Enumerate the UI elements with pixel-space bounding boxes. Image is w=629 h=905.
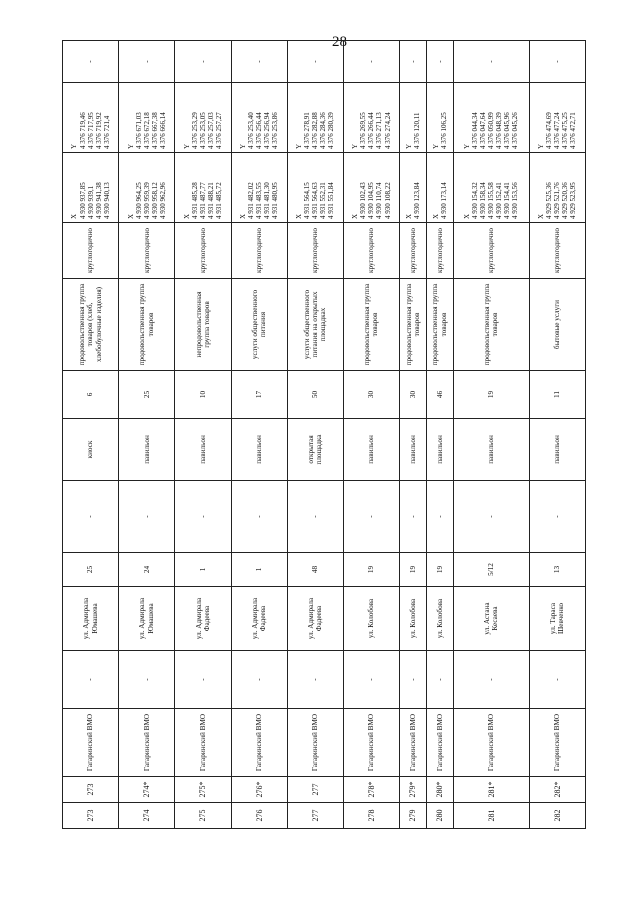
row-y-coordinates: Y 4 376 044,34 4 376 047,64 4 376 050,99 4 376 048,39 4 376 045,96 4 376 045,26 (453, 83, 529, 153)
row-address: ул. Адмирала Юмашева (119, 587, 175, 651)
row-col7: - (287, 481, 343, 553)
row-y-coordinates: Y 4 376 269,55 4 376 266,44 4 376 271,13 4 376 274,24 (343, 83, 399, 153)
row-col14: - (529, 41, 585, 83)
row-col14: - (119, 41, 175, 83)
table-row (175, 41, 231, 829)
row-district: Гагаринский ВМО (453, 709, 529, 777)
row-period: круглогодично (231, 223, 287, 279)
row-col7: - (529, 481, 585, 553)
row-period: круглогодично (343, 223, 399, 279)
row-house: 1 (231, 553, 287, 587)
row-specialization: непродовольственная группа товаров (175, 279, 231, 371)
row-x-coordinates: X 4 930 123,84 (400, 153, 427, 223)
row-specialization: продовольственная группа товаров (426, 279, 453, 371)
row-col7: - (453, 481, 529, 553)
row-house: 13 (529, 553, 585, 587)
row-col4: - (529, 651, 585, 709)
row-specialization: продовольственная группа товаров (343, 279, 399, 371)
row-seq: 276 (231, 803, 287, 829)
row-house: 48 (287, 553, 343, 587)
row-x-coordinates: X 4 929 525,36 4 929 521,76 4 929 520,36 4 929 523,95 (529, 153, 585, 223)
row-address: ул. Адмирала Юмашева (63, 587, 119, 651)
row-address: ул. Адмирала Фадеева (287, 587, 343, 651)
row-period: круглогодично (175, 223, 231, 279)
row-area: 17 (231, 371, 287, 419)
table-row (287, 41, 343, 829)
row-col14: - (343, 41, 399, 83)
row-registry-number: 282* (529, 777, 585, 803)
row-col14: - (231, 41, 287, 83)
row-object-type: павильон (400, 419, 427, 481)
row-col7: - (400, 481, 427, 553)
row-period: круглогодично (400, 223, 427, 279)
row-house: 24 (119, 553, 175, 587)
row-specialization: продовольственная группа товаров (хлеб, хлебобулочные изделия) (63, 279, 119, 371)
row-y-coordinates: Y 4 376 253,29 4 376 253,05 4 376 257,03 4 376 257,27 (175, 83, 231, 153)
row-period: круглогодично (287, 223, 343, 279)
row-district: Гагаринский ВМО (287, 709, 343, 777)
row-col7: - (119, 481, 175, 553)
row-registry-number: 276* (231, 777, 287, 803)
table-row (426, 41, 453, 829)
row-registry-number: 274* (119, 777, 175, 803)
row-col4: - (63, 651, 119, 709)
row-area: 25 (119, 371, 175, 419)
row-y-coordinates: Y 4 376 106,25 (426, 83, 453, 153)
row-x-coordinates: X 4 930 173,14 (426, 153, 453, 223)
row-period: круглогодично (119, 223, 175, 279)
row-address: ул. Колобова (426, 587, 453, 651)
table-row (529, 41, 585, 829)
row-y-coordinates: Y 4 376 474,69 4 376 477,24 4 376 475,25 4 376 472,71 (529, 83, 585, 153)
row-address: ул. Тараса Шевченко (529, 587, 585, 651)
row-col14: - (175, 41, 231, 83)
row-col4: - (400, 651, 427, 709)
row-object-type: открытая площадка (287, 419, 343, 481)
table-row (453, 41, 529, 829)
table-row (231, 41, 287, 829)
row-y-coordinates: Y 4 376 278,91 4 376 282,88 4 376 284,36 4 376 280,39 (287, 83, 343, 153)
row-district: Гагаринский ВМО (343, 709, 399, 777)
row-area: 30 (400, 371, 427, 419)
row-specialization: услуги общественного питания на открытых площадках (287, 279, 343, 371)
row-address: ул. Колобова (343, 587, 399, 651)
row-col7: - (63, 481, 119, 553)
row-seq: 275 (175, 803, 231, 829)
row-registry-number: 278* (343, 777, 399, 803)
row-area: 11 (529, 371, 585, 419)
row-col4: - (119, 651, 175, 709)
row-registry-number: 281* (453, 777, 529, 803)
row-seq: 282 (529, 803, 585, 829)
row-address: ул. Адмирала Фадеева (175, 587, 231, 651)
row-district: Гагаринский ВМО (63, 709, 119, 777)
row-specialization: продовольственная группа товаров (453, 279, 529, 371)
row-object-type: павильон (453, 419, 529, 481)
row-house: 5/12 (453, 553, 529, 587)
row-seq: 279 (400, 803, 427, 829)
row-period: круглогодично (453, 223, 529, 279)
row-area: 19 (453, 371, 529, 419)
row-district: Гагаринский ВМО (529, 709, 585, 777)
row-registry-number: 277 (287, 777, 343, 803)
row-object-type: павильон (175, 419, 231, 481)
row-col4: - (453, 651, 529, 709)
row-house: 19 (426, 553, 453, 587)
row-specialization: продовольственная группа товаров (119, 279, 175, 371)
row-period: круглогодично (63, 223, 119, 279)
row-area: 46 (426, 371, 453, 419)
row-address: ул. Колобова (400, 587, 427, 651)
row-seq: 274 (119, 803, 175, 829)
row-x-coordinates: X 4 930 102,43 4 930 104,95 4 930 110,74 4 930 108,22 (343, 153, 399, 223)
row-x-coordinates: X 4 930 154,32 4 930 158,34 4 930 155,58 4 930 152,41 4 930 154,41 4 930 153,56 (453, 153, 529, 223)
row-district: Гагаринский ВМО (175, 709, 231, 777)
row-x-coordinates: X 4 931 564,15 4 931 564,63 4 931 552,31 4 931 551,84 (287, 153, 343, 223)
row-x-coordinates: X 4 930 964,25 4 930 959,39 4 930 958,12 4 930 962,96 (119, 153, 175, 223)
table-row (119, 41, 175, 829)
row-period: круглогодично (426, 223, 453, 279)
row-registry-number: 280* (426, 777, 453, 803)
row-col4: - (426, 651, 453, 709)
row-address: ул. Астана Кесаева (453, 587, 529, 651)
row-period: круглогодично (529, 223, 585, 279)
row-seq: 280 (426, 803, 453, 829)
row-object-type: павильон (231, 419, 287, 481)
row-district: Гагаринский ВМО (426, 709, 453, 777)
row-col14: - (400, 41, 427, 83)
row-x-coordinates: X 4 931 485,28 4 931 487,77 4 931 488,21 4 931 485,72 (175, 153, 231, 223)
row-specialization: услуги общественного питания (231, 279, 287, 371)
table-row (63, 41, 119, 829)
row-area: 10 (175, 371, 231, 419)
row-x-coordinates: X 4 931 482,02 4 931 483,55 4 931 481,30 4 931 480,95 (231, 153, 287, 223)
row-specialization: продовольственная группа товаров (400, 279, 427, 371)
row-house: 1 (175, 553, 231, 587)
row-object-type: павильон (529, 419, 585, 481)
row-col14: - (453, 41, 529, 83)
row-district: Гагаринский ВМО (119, 709, 175, 777)
row-y-coordinates: Y 4 376 671,03 4 376 672,18 4 376 667,38 4 376 666,14 (119, 83, 175, 153)
row-col4: - (231, 651, 287, 709)
row-y-coordinates: Y 4 376 120,11 (400, 83, 427, 153)
page-number: 28 (332, 34, 347, 50)
row-col14: - (63, 41, 119, 83)
row-specialization: бытовые услуги (529, 279, 585, 371)
row-object-type: киоск (63, 419, 119, 481)
row-col4: - (287, 651, 343, 709)
row-object-type: павильон (426, 419, 453, 481)
row-address: ул. Адмирала Фадеева (231, 587, 287, 651)
row-col7: - (426, 481, 453, 553)
rotated-table (62, 40, 586, 829)
row-area: 6 (63, 371, 119, 419)
row-area: 50 (287, 371, 343, 419)
row-registry-number: 279* (400, 777, 427, 803)
row-area: 30 (343, 371, 399, 419)
row-object-type: павильон (119, 419, 175, 481)
row-col4: - (175, 651, 231, 709)
row-col7: - (343, 481, 399, 553)
row-seq: 273 (63, 803, 119, 829)
row-district: Гагаринский ВМО (400, 709, 427, 777)
table-row (343, 41, 399, 829)
table-row (400, 41, 427, 829)
row-house: 19 (400, 553, 427, 587)
row-seq: 281 (453, 803, 529, 829)
row-house: 19 (343, 553, 399, 587)
row-seq: 277 (287, 803, 343, 829)
row-col7: - (231, 481, 287, 553)
row-col14: - (287, 41, 343, 83)
row-x-coordinates: X 4 930 937,85 4 930 939,1 4 930 941,38 4 930 940,13 (63, 153, 119, 223)
row-district: Гагаринский ВМО (231, 709, 287, 777)
row-col7: - (175, 481, 231, 553)
row-col4: - (343, 651, 399, 709)
row-registry-number: 275* (175, 777, 231, 803)
row-house: 25 (63, 553, 119, 587)
row-col14: - (426, 41, 453, 83)
row-y-coordinates: Y 4 376 253,40 4 376 256,44 4 376 256,94 4 376 253,86 (231, 83, 287, 153)
row-seq: 278 (343, 803, 399, 829)
row-registry-number: 273 (63, 777, 119, 803)
row-object-type: павильон (343, 419, 399, 481)
row-y-coordinates: Y 4 376 719,46 4 376 717,95 4 376 719,92 4 376 721,4 (63, 83, 119, 153)
